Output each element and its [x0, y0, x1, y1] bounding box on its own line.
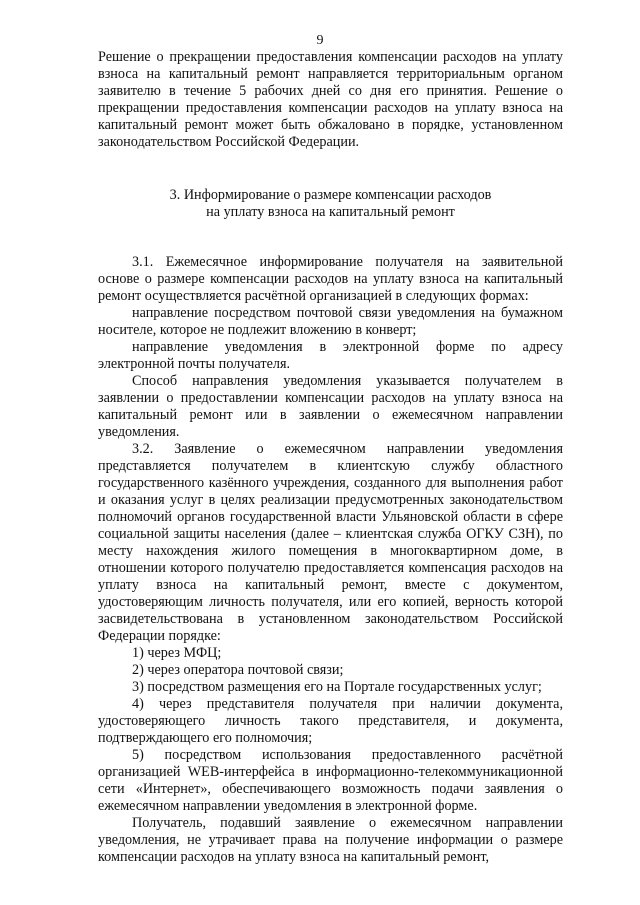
page-number: 9 — [316, 33, 324, 48]
list-item-3: 3) посредством размещения его на Портале государственных услуг; — [132, 679, 542, 695]
list-item-1: 1) через МФЦ; — [132, 645, 222, 661]
paragraph-electronic-notice: направление уведомления в электронной форме по адресу электронной почты получателя. — [98, 339, 563, 372]
paragraph-termination-decision: Решение о прекращении предоставления компенсации расходов на уплату взноса на капитальный ремонт направляется территориальным органом заявителю в течение 5 рабочих дней со дня его принятия. Решение о прекращении предоставления компенсации расходов на уплату взноса на капитальный ремонт может быть обжаловано в порядке, установленном законодательством Российской Федерации. — [98, 49, 563, 150]
paragraph-notice-method: Способ направления уведомления указывается получателем в заявлении о предоставлении компенсации расходов на уплату взноса на капитальный ремонт или в заявлении о ежемесячном направлении уведомления. — [98, 373, 563, 440]
document-body — [98, 49, 563, 866]
paragraph-3-2: 3.2. Заявление о ежемесячном направлении уведомления представляется получателем в клиентскую службу областного государственного казённого учреждения, созданного для выполнения работ и оказания услуг в целях реализации предусмотренных законодательством полномочий органов государственной власти Ульяновской области в сфере социальной защиты населения (далее – клиентская служба ОГКУ СЗН), по месту нахождения жилого помещения в многоквартирном доме, в отношении которого получателю предоставляется компенсация расходов на уплату взноса на капитальный ремонт, вместе с документом, удостоверяющим личность получателя, или его копией, верность которой засвидетельствована в установленном законодательством Российской Федерации порядке: — [98, 441, 563, 644]
section-heading-line-1: 3. Информирование о размере компенсации расходов — [169, 187, 492, 203]
paragraph-recipient-rights: Получатель, подавший заявление о ежемесячном направлении уведомления, не утрачивает права на получение информации о размере компенсации расходов на уплату взноса на капитальный ремонт, — [98, 815, 563, 865]
list-item-4: 4) через представителя получателя при наличии документа, удостоверяющего личность такого представителя, и документа, подтверждающего его полномочия; — [98, 696, 563, 746]
paragraph-postal-notice: направление посредством почтовой связи уведомления на бумажном носителе, которое не подлежит вложению в конверт; — [98, 305, 563, 338]
list-item-5: 5) посредством использования предоставленного расчётной организацией WEB-интерфейса в информационно-телекоммуникационной сети «Интернет», обеспечивающего возможность подачи заявления о ежемесячном направлении уведомления в электронной форме. — [98, 747, 563, 814]
section-heading-line-2: на уплату взноса на капитальный ремонт — [206, 204, 455, 220]
paragraph-3-1: 3.1. Ежемесячное информирование получателя на заявительной основе о размере компенсации расходов на уплату взноса на капитальный ремонт осуществляется расчётной организацией в следующих формах: — [98, 254, 563, 304]
list-item-2: 2) через оператора почтовой связи; — [132, 662, 344, 678]
